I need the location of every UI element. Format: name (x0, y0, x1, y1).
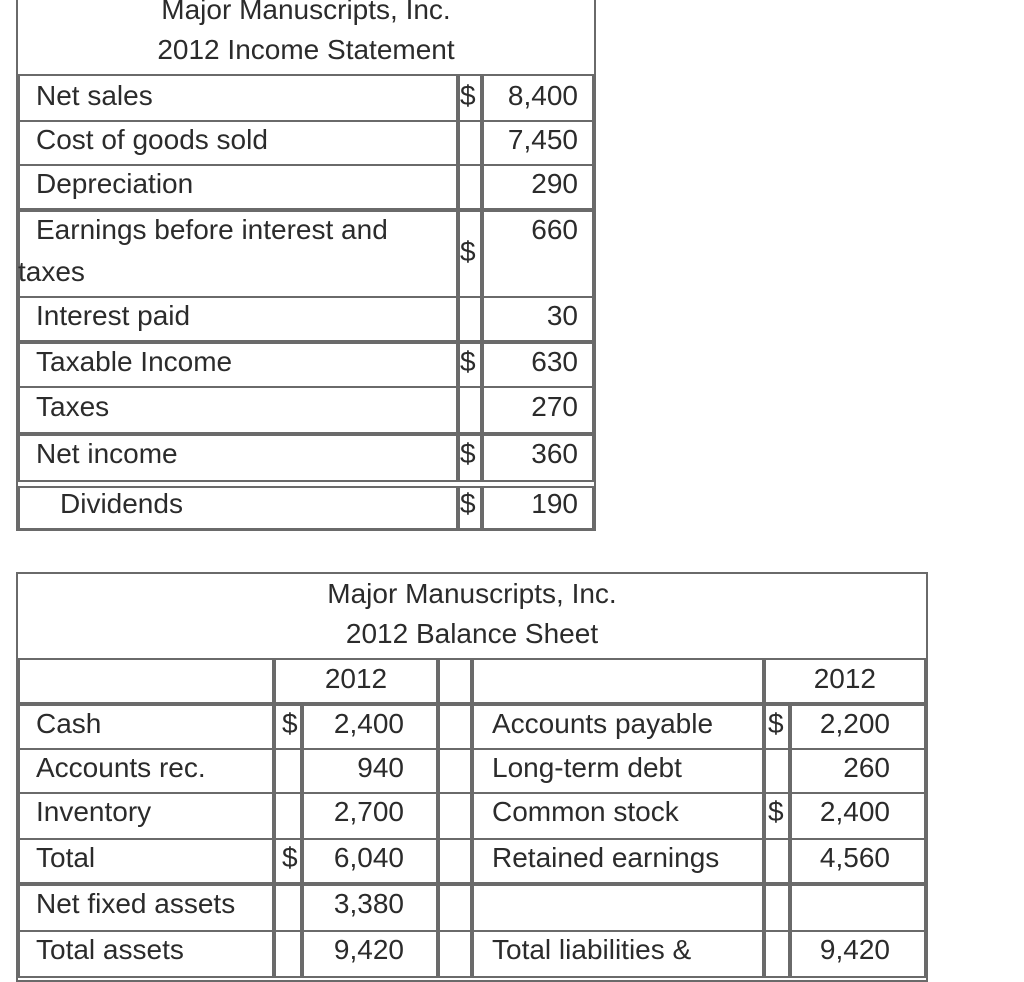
spacer-cell (438, 704, 472, 750)
income-label: Depreciation (36, 168, 194, 199)
dollar-sign: $ (282, 842, 298, 873)
liability-label-cell (472, 884, 764, 932)
liability-label: Total liabilities & (492, 934, 692, 965)
asset-value: 6,040 (333, 842, 404, 873)
liability-label: Long-term debt (492, 752, 682, 783)
asset-value: 2,400 (333, 708, 404, 739)
dollar-sign: $ (460, 346, 476, 377)
dollar-sign: $ (768, 796, 784, 827)
income-company-name: Major Manuscripts, Inc. (161, 0, 451, 25)
dollar-sign: $ (768, 708, 784, 739)
asset-label: Total assets (36, 934, 184, 965)
liability-label: Retained earnings (492, 842, 720, 873)
asset-label: Inventory (36, 796, 152, 827)
dollar-cell (458, 164, 482, 210)
asset-dollar-cell (274, 748, 302, 794)
asset-dollar-cell (274, 930, 302, 978)
income-label: Taxes (36, 391, 110, 422)
spacer-cell (438, 838, 472, 884)
liability-value-cell (790, 884, 926, 932)
income-label: Net sales (36, 80, 153, 111)
dollar-sign: $ (460, 80, 476, 111)
year-header-left: 2012 (324, 663, 388, 694)
asset-dollar-cell (274, 884, 302, 932)
liability-value: 2,200 (819, 708, 890, 739)
income-label: Taxable Income (36, 346, 233, 377)
asset-label: Total (36, 842, 96, 873)
dollar-sign: $ (460, 236, 476, 267)
liability-value: 2,400 (819, 796, 890, 827)
income-value: 30 (546, 300, 578, 331)
dollar-cell (458, 120, 482, 166)
liability-dollar-cell (764, 884, 790, 932)
dollar-sign: $ (282, 708, 298, 739)
asset-value: 9,420 (333, 934, 404, 965)
header-blank (472, 658, 764, 704)
dollar-cell (458, 296, 482, 342)
income-label: taxes (18, 256, 85, 287)
income-statement-title: 2012 Income Statement (157, 34, 455, 65)
liability-value: 4,560 (819, 842, 890, 873)
asset-value: 3,380 (333, 888, 404, 919)
asset-value: 940 (357, 752, 404, 783)
liability-label: Accounts payable (492, 708, 714, 739)
income-label: Earnings before interest and (36, 214, 388, 245)
income-label: Interest paid (36, 300, 191, 331)
liability-value: 9,420 (819, 934, 890, 965)
income-value: 270 (531, 391, 578, 422)
asset-label: Accounts rec. (36, 752, 206, 783)
spacer-cell (438, 748, 472, 794)
asset-dollar-cell (274, 792, 302, 840)
income-label: Net income (36, 438, 178, 469)
spacer-cell (438, 930, 472, 978)
liability-dollar-cell (764, 930, 790, 978)
asset-label: Cash (36, 708, 102, 739)
income-value: 7,450 (507, 124, 578, 155)
dollar-cell (458, 386, 482, 434)
year-header-right: 2012 (813, 663, 876, 694)
liability-label: Common stock (492, 796, 679, 827)
income-value: 360 (531, 438, 578, 469)
spacer-cell (438, 658, 472, 704)
dollar-sign: $ (460, 438, 476, 469)
income-label: Cost of goods sold (36, 124, 268, 155)
liability-dollar-cell (764, 748, 790, 794)
liability-value: 260 (843, 752, 890, 783)
balance-sheet-title: 2012 Balance Sheet (345, 618, 599, 649)
header-blank (18, 658, 274, 704)
balance-company-name: Major Manuscripts, Inc. (327, 578, 617, 609)
income-value: 8,400 (507, 80, 578, 111)
asset-label: Net fixed assets (36, 888, 236, 919)
asset-value: 2,700 (333, 796, 404, 827)
income-value: 290 (531, 168, 578, 199)
income-value: 660 (531, 214, 578, 245)
spacer-cell (438, 792, 472, 840)
spacer-cell (438, 884, 472, 932)
income-value: 630 (531, 346, 578, 377)
income-label: Dividends (60, 488, 183, 519)
liability-dollar-cell (764, 838, 790, 884)
dollar-sign: $ (460, 488, 476, 519)
income-value: 190 (531, 488, 578, 519)
